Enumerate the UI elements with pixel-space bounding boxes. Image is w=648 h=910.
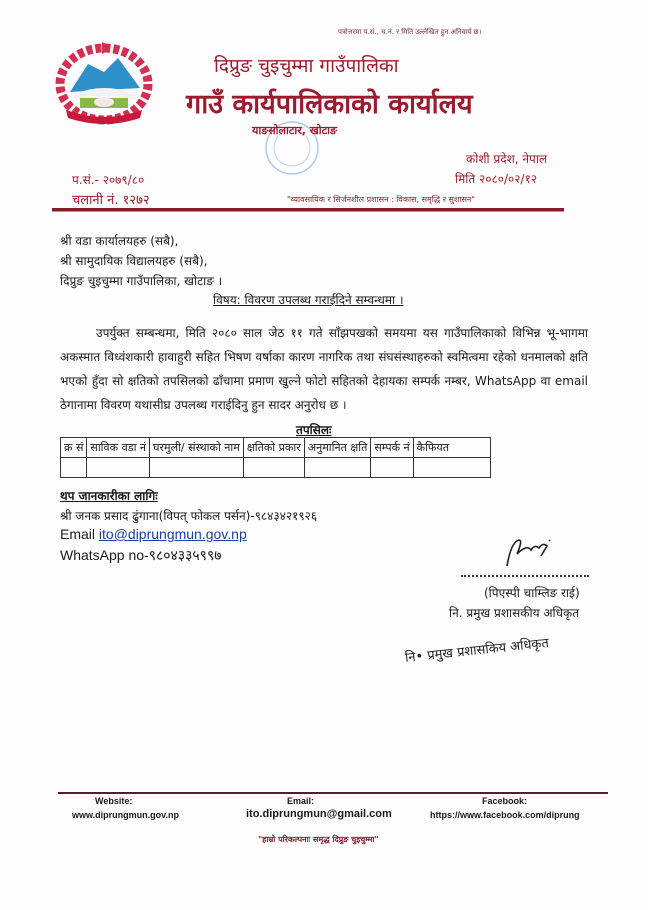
col-header-name: घरमुली/ संस्थाको नाम	[150, 438, 244, 458]
letter-date: मिति २०८०/०२/१२	[455, 172, 538, 186]
contact-person: श्री जनक प्रसाद ढुंगाना(विपत् फोकल पर्सन)-९८४३४२१९२६	[60, 509, 318, 523]
handwritten-title: नि• प्रमुख प्रशासकिय अधिकृत	[404, 635, 550, 666]
letterhead-note: पत्रोत्तरमा प.सं., च.नं. र मिति उल्लेखित हुन अनिवार्य छ।	[338, 28, 482, 36]
footer-divider	[58, 792, 608, 794]
recipient-line: श्री सामुदायिक विद्यालयहरु (सबै),	[60, 254, 208, 268]
footer-website-label: Website:	[95, 796, 133, 806]
recipient-line: श्री वडा कार्यालयहरु (सबै),	[60, 234, 179, 248]
table-cell	[304, 458, 371, 478]
header-divider	[52, 208, 564, 212]
table-cell	[371, 458, 413, 478]
letter-body: उपर्युक्त सम्बन्धमा, मिति २०८० साल जेठ ११ गते साँझपखको समयमा यस गाउँपालिकाको विभिन्न भू-भागमा अकस्मात विध्वंशकारी हावाहुरी सहित भिषण वर्षाका कारण नागरिक तथा संघसंस्थाहरुको स्वमित्वमा रहेको धनमालको क्षति भएको हुँदा सो क्षतिको तपसिलको ढाँचामा प्रमाण खुल्ने फोटो सहितको देहायका सम्पर्क नम्बर, WhatsApp वा email ठेगानामा विवरण यथासीघ्र उपलब्ध गराईदिनु हुन सादर अनुरोध छ ।	[60, 326, 588, 412]
footer-email-link[interactable]: ito.diprungmun@gmail.com	[246, 808, 392, 820]
signatory-title: नि. प्रमुख प्रशासकीय अधिकृत	[449, 606, 580, 620]
province-country: कोशी प्रदेश, नेपाल	[466, 152, 548, 166]
letter-subject: विषय: विवरण उपलब्ध गराईदिने सम्वन्धमा ।	[213, 293, 404, 307]
col-header-serial: क्र सं	[61, 438, 87, 458]
footer-slogan: "हाम्रो परिकल्पनाः समृद्ध दिप्रुङ चुइचुम्मा"	[258, 835, 379, 844]
email-label: Email	[60, 526, 99, 542]
col-header-remarks: कैफियत	[413, 438, 490, 458]
table-cell	[413, 458, 490, 478]
reference-number: प.सं.- २०७९/८०	[72, 173, 145, 187]
table-cell	[150, 458, 244, 478]
dispatch-number: चलानी नं. १२७२	[72, 193, 150, 208]
footer-website-link[interactable]: www.diprungmun.gov.np	[72, 810, 179, 820]
table-header-row	[61, 438, 491, 458]
nepal-emblem-logo	[52, 38, 156, 126]
table-row	[61, 458, 491, 478]
footer-facebook-link[interactable]: https://www.facebook.com/diprung	[430, 810, 580, 820]
table-caption: तपसिलः	[296, 423, 332, 437]
col-header-old-ward: साविक वडा नं	[87, 438, 150, 458]
more-info-heading: थप जानकारीका लागिः	[60, 489, 158, 503]
letterhead-motto: "व्यावसायिक र सिर्जनशील प्रशासन : विकास, समृद्धि र सुशासन"	[287, 195, 475, 204]
col-header-damage-type: क्षतिको प्रकार	[243, 438, 304, 458]
table-cell	[87, 458, 150, 478]
signatory-name: (पिएस्पी चाम्लिङ राई)	[484, 586, 580, 600]
whatsapp-number: WhatsApp no-९८०४३३५९९७	[60, 547, 222, 563]
damage-details-table	[60, 437, 491, 478]
email-link[interactable]: ito@diprungmun.gov.np	[98, 526, 247, 542]
signature-scribble	[497, 532, 557, 572]
col-header-estimated-loss: अनुमानित क्षति	[304, 438, 371, 458]
office-address: याङसोलाटार, खोटाङ	[252, 124, 337, 137]
table-cell	[61, 458, 87, 478]
recipient-line: दिप्रुङ चुइचुम्मा गाउँपालिका, खोटाङ ।	[60, 274, 223, 288]
col-header-contact: सम्पर्क नं	[371, 438, 413, 458]
municipality-name: दिप्रुङ चुइचुम्मा गाउँपालिका	[214, 55, 399, 77]
footer-email-label: Email:	[287, 796, 315, 806]
footer-facebook-label: Facebook:	[482, 796, 528, 806]
table-cell	[243, 458, 304, 478]
signature-line	[461, 575, 589, 577]
contact-email-line	[60, 526, 247, 542]
office-title: गाउँ कार्यपालिकाको कार्यालय	[186, 89, 473, 120]
